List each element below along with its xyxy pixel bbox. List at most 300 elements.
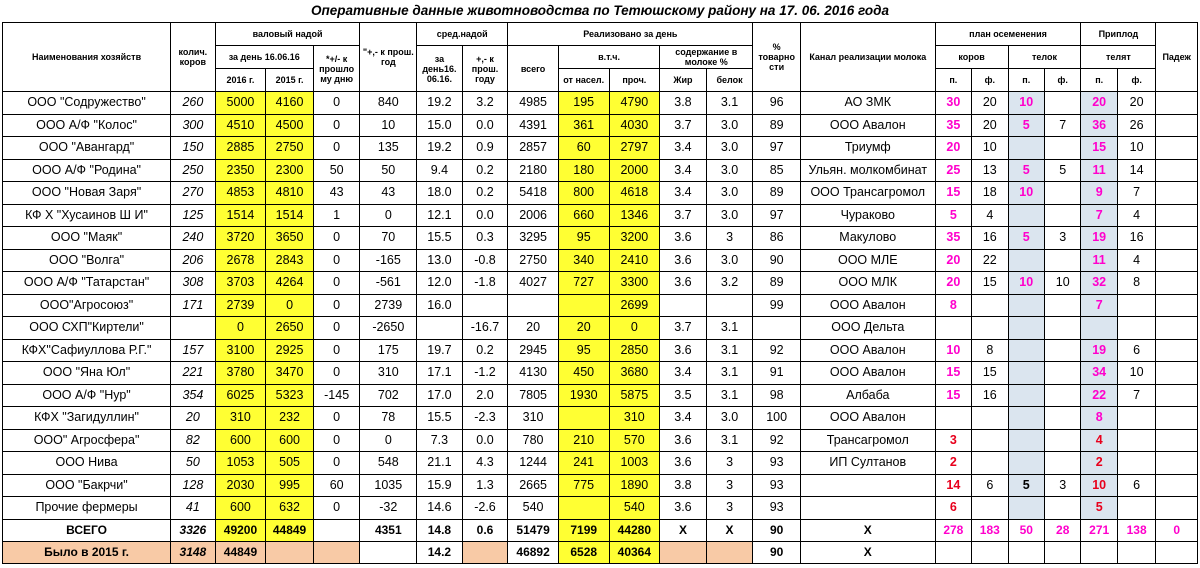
header-from-pop: от насел. bbox=[558, 69, 609, 92]
cell-cows: 171 bbox=[171, 294, 216, 317]
cell-pct: 89 bbox=[753, 272, 801, 295]
cell-pct: 97 bbox=[753, 137, 801, 160]
cell-y2015: 600 bbox=[266, 429, 314, 452]
cell-avg: 17.0 bbox=[417, 384, 463, 407]
cell-fat: 3.4 bbox=[660, 362, 707, 385]
cell-heifers-p bbox=[1008, 362, 1044, 385]
cell-name: ООО "Новая Заря" bbox=[3, 182, 171, 205]
cell-d-day: -145 bbox=[313, 384, 360, 407]
cell-avg: 12.1 bbox=[417, 204, 463, 227]
cell-d-year: 135 bbox=[360, 137, 417, 160]
cell-heifers-f bbox=[1044, 182, 1080, 205]
cell-calves-p: 10 bbox=[1081, 474, 1117, 497]
cell-sold: 1244 bbox=[508, 452, 559, 475]
cell-calves-f: 4 bbox=[1117, 204, 1155, 227]
cell-calves-p: 4 bbox=[1081, 429, 1117, 452]
total-row bbox=[3, 519, 1198, 541]
cell-cows-p: 15 bbox=[935, 384, 971, 407]
cell-d-day: 0 bbox=[313, 452, 360, 475]
cell-cows bbox=[171, 317, 216, 340]
total-y2016: 49200 bbox=[215, 519, 266, 541]
cell-avg-diff: 0.0 bbox=[462, 204, 508, 227]
cell-heifers-f bbox=[1044, 92, 1080, 115]
cell-other: 1890 bbox=[609, 474, 660, 497]
cell-y2016: 600 bbox=[215, 497, 266, 520]
cell-d-day: 0 bbox=[313, 92, 360, 115]
cell-calves-f: 16 bbox=[1117, 227, 1155, 250]
header-content: содержание в молоке % bbox=[660, 46, 753, 69]
cell-other: 2410 bbox=[609, 249, 660, 272]
header-sold: Реализовано за день bbox=[508, 23, 753, 46]
header-calves-p: п. bbox=[1081, 69, 1117, 92]
cell-calves-f: 8 bbox=[1117, 272, 1155, 295]
prev-pct: 90 bbox=[753, 541, 801, 563]
cell-d-day: 0 bbox=[313, 137, 360, 160]
cell-pct: 96 bbox=[753, 92, 801, 115]
cell-death bbox=[1156, 339, 1198, 362]
cell-fat: 3.6 bbox=[660, 227, 707, 250]
cell-d-year: 1035 bbox=[360, 474, 417, 497]
cell-cows-p: 15 bbox=[935, 362, 971, 385]
header-gross: валовый надой bbox=[215, 23, 360, 46]
cell-other: 570 bbox=[609, 429, 660, 452]
cell-death bbox=[1156, 249, 1198, 272]
cell-calves-p: 20 bbox=[1081, 92, 1117, 115]
cell-d-year: 50 bbox=[360, 159, 417, 182]
cell-y2016: 3703 bbox=[215, 272, 266, 295]
prev-cows-p bbox=[935, 541, 971, 563]
cell-heifers-f bbox=[1044, 204, 1080, 227]
cell-y2015: 2650 bbox=[266, 317, 314, 340]
cell-from-pop: 95 bbox=[558, 227, 609, 250]
cell-sold: 4027 bbox=[508, 272, 559, 295]
cell-cows: 300 bbox=[171, 114, 216, 137]
cell-cows: 240 bbox=[171, 227, 216, 250]
cell-channel: ИП Султанов bbox=[800, 452, 935, 475]
cell-pct: 93 bbox=[753, 497, 801, 520]
cell-y2016: 3780 bbox=[215, 362, 266, 385]
cell-heifers-f bbox=[1044, 384, 1080, 407]
cell-calves-p: 7 bbox=[1081, 204, 1117, 227]
prev-heifers-f bbox=[1044, 541, 1080, 563]
cell-name: КФ Х "Хусаинов Ш И" bbox=[3, 204, 171, 227]
cell-y2015: 2750 bbox=[266, 137, 314, 160]
cell-cows-p: 15 bbox=[935, 182, 971, 205]
cell-fat: 3.6 bbox=[660, 429, 707, 452]
cell-other: 2850 bbox=[609, 339, 660, 362]
cell-cows-f bbox=[972, 294, 1008, 317]
header-2016: 2016 г. bbox=[215, 69, 266, 92]
cell-heifers-p: 5 bbox=[1008, 114, 1044, 137]
cell-other: 3680 bbox=[609, 362, 660, 385]
cell-d-day: 0 bbox=[313, 407, 360, 430]
cell-protein: 3.2 bbox=[706, 272, 753, 295]
cell-calves-f: 10 bbox=[1117, 362, 1155, 385]
cell-death bbox=[1156, 227, 1198, 250]
cell-protein: 3.1 bbox=[706, 92, 753, 115]
cell-avg-diff: -1.8 bbox=[462, 272, 508, 295]
cell-d-day: 43 bbox=[313, 182, 360, 205]
cell-calves-f: 4 bbox=[1117, 249, 1155, 272]
cell-avg-diff: 0.2 bbox=[462, 182, 508, 205]
table-row bbox=[3, 294, 1198, 317]
cell-heifers-f bbox=[1044, 294, 1080, 317]
cell-y2016: 3100 bbox=[215, 339, 266, 362]
cell-channel: Триумф bbox=[800, 137, 935, 160]
prev-calves-p bbox=[1081, 541, 1117, 563]
cell-calves-p: 11 bbox=[1081, 249, 1117, 272]
livestock-table bbox=[2, 22, 1198, 564]
cell-avg: 12.0 bbox=[417, 272, 463, 295]
cell-fat: 3.4 bbox=[660, 407, 707, 430]
header-farm: Наименования хозяйств bbox=[3, 23, 171, 92]
cell-heifers-p bbox=[1008, 294, 1044, 317]
cell-cows-f: 20 bbox=[972, 114, 1008, 137]
cell-from-pop: 180 bbox=[558, 159, 609, 182]
cell-cows-f: 6 bbox=[972, 474, 1008, 497]
cell-from-pop: 340 bbox=[558, 249, 609, 272]
cell-d-year: -2650 bbox=[360, 317, 417, 340]
cell-y2016: 2678 bbox=[215, 249, 266, 272]
header-other: проч. bbox=[609, 69, 660, 92]
cell-d-day: 0 bbox=[313, 317, 360, 340]
cell-avg: 7.3 bbox=[417, 429, 463, 452]
cell-other: 4790 bbox=[609, 92, 660, 115]
total-pct: 90 bbox=[753, 519, 801, 541]
cell-avg-diff: 0.0 bbox=[462, 114, 508, 137]
cell-sold: 20 bbox=[508, 317, 559, 340]
cell-death bbox=[1156, 384, 1198, 407]
cell-cows-f: 20 bbox=[972, 92, 1008, 115]
cell-y2015: 505 bbox=[266, 452, 314, 475]
cell-name: ООО "Авангард" bbox=[3, 137, 171, 160]
table-row bbox=[3, 474, 1198, 497]
cell-d-day: 0 bbox=[313, 294, 360, 317]
header-incl: в.т.ч. bbox=[558, 46, 659, 69]
cell-cows-p: 25 bbox=[935, 159, 971, 182]
header-heifers-f: ф. bbox=[1044, 69, 1080, 92]
cell-avg-diff: -2.6 bbox=[462, 497, 508, 520]
cell-name: ООО "Бакрчи" bbox=[3, 474, 171, 497]
prev-y2015 bbox=[266, 541, 314, 563]
header-avg-per-day: за день16. 06.16. bbox=[417, 46, 463, 92]
cell-cows: 150 bbox=[171, 137, 216, 160]
cell-calves-p: 19 bbox=[1081, 339, 1117, 362]
cell-from-pop: 450 bbox=[558, 362, 609, 385]
cell-name: ООО "Волга" bbox=[3, 249, 171, 272]
cell-name: КФХ "Загидуллин" bbox=[3, 407, 171, 430]
cell-heifers-p: 5 bbox=[1008, 474, 1044, 497]
cell-cows-p bbox=[935, 317, 971, 340]
cell-avg: 9.4 bbox=[417, 159, 463, 182]
cell-other: 3300 bbox=[609, 272, 660, 295]
total-heifers-f: 28 bbox=[1044, 519, 1080, 541]
cell-d-day: 0 bbox=[313, 362, 360, 385]
prev-d-year bbox=[360, 541, 417, 563]
cell-protein: 3.0 bbox=[706, 159, 753, 182]
cell-from-pop bbox=[558, 294, 609, 317]
cell-calves-p: 11 bbox=[1081, 159, 1117, 182]
cell-heifers-p bbox=[1008, 317, 1044, 340]
table-row bbox=[3, 249, 1198, 272]
cell-fat: 3.6 bbox=[660, 272, 707, 295]
cell-d-year: 78 bbox=[360, 407, 417, 430]
cell-cows: 260 bbox=[171, 92, 216, 115]
cell-heifers-f bbox=[1044, 249, 1080, 272]
cell-heifers-p bbox=[1008, 407, 1044, 430]
cell-protein: 3.0 bbox=[706, 114, 753, 137]
cell-pct: 99 bbox=[753, 294, 801, 317]
cell-channel bbox=[800, 474, 935, 497]
cell-avg: 19.2 bbox=[417, 137, 463, 160]
cell-y2016: 0 bbox=[215, 317, 266, 340]
cell-channel: Трансагромол bbox=[800, 429, 935, 452]
cell-from-pop bbox=[558, 497, 609, 520]
cell-death bbox=[1156, 159, 1198, 182]
cell-death bbox=[1156, 272, 1198, 295]
cell-channel: ООО МЛК bbox=[800, 272, 935, 295]
cell-d-day: 0 bbox=[313, 339, 360, 362]
cell-name: ООО"Агросоюз" bbox=[3, 294, 171, 317]
cell-other: 3200 bbox=[609, 227, 660, 250]
cell-pct: 85 bbox=[753, 159, 801, 182]
table-row bbox=[3, 362, 1198, 385]
cell-heifers-p bbox=[1008, 249, 1044, 272]
cell-protein: 3 bbox=[706, 497, 753, 520]
cell-avg-diff: 0.0 bbox=[462, 429, 508, 452]
cell-heifers-f bbox=[1044, 317, 1080, 340]
cell-name: ООО А/Ф "Татарстан" bbox=[3, 272, 171, 295]
cell-avg: 19.7 bbox=[417, 339, 463, 362]
cell-fat: 3.7 bbox=[660, 317, 707, 340]
prev-death bbox=[1156, 541, 1198, 563]
cell-name: Прочие фермеры bbox=[3, 497, 171, 520]
cell-heifers-p bbox=[1008, 339, 1044, 362]
cell-pct: 89 bbox=[753, 182, 801, 205]
cell-death bbox=[1156, 317, 1198, 340]
prev-avg: 14.2 bbox=[417, 541, 463, 563]
cell-cows-p: 2 bbox=[935, 452, 971, 475]
cell-other: 2797 bbox=[609, 137, 660, 160]
cell-d-day: 0 bbox=[313, 114, 360, 137]
cell-cows: 354 bbox=[171, 384, 216, 407]
cell-calves-f bbox=[1117, 317, 1155, 340]
cell-channel: ООО Авалон bbox=[800, 339, 935, 362]
total-channel: Х bbox=[800, 519, 935, 541]
cell-death bbox=[1156, 114, 1198, 137]
cell-protein: 3 bbox=[706, 227, 753, 250]
cell-protein: 3.0 bbox=[706, 249, 753, 272]
cell-heifers-f bbox=[1044, 429, 1080, 452]
cell-y2016: 2739 bbox=[215, 294, 266, 317]
cell-calves-f: 7 bbox=[1117, 384, 1155, 407]
cell-cows-p: 35 bbox=[935, 114, 971, 137]
total-d-year: 4351 bbox=[360, 519, 417, 541]
cell-y2016: 600 bbox=[215, 429, 266, 452]
cell-heifers-p bbox=[1008, 452, 1044, 475]
cell-death bbox=[1156, 452, 1198, 475]
cell-y2015: 632 bbox=[266, 497, 314, 520]
header-marketability: % товарно сти bbox=[753, 23, 801, 92]
cell-avg-diff: 0.3 bbox=[462, 227, 508, 250]
cell-from-pop bbox=[558, 407, 609, 430]
cell-cows: 125 bbox=[171, 204, 216, 227]
cell-cows-p: 5 bbox=[935, 204, 971, 227]
cell-calves-p: 36 bbox=[1081, 114, 1117, 137]
cell-sold: 2006 bbox=[508, 204, 559, 227]
cell-d-year: 310 bbox=[360, 362, 417, 385]
cell-sold bbox=[508, 294, 559, 317]
cell-y2016: 4853 bbox=[215, 182, 266, 205]
cell-name: ООО" Агросфера" bbox=[3, 429, 171, 452]
cell-channel: ООО Трансагромол bbox=[800, 182, 935, 205]
cell-death bbox=[1156, 362, 1198, 385]
cell-from-pop: 95 bbox=[558, 339, 609, 362]
cell-d-year: 0 bbox=[360, 204, 417, 227]
cell-cows-f: 15 bbox=[972, 272, 1008, 295]
cell-heifers-f bbox=[1044, 497, 1080, 520]
cell-channel: Ульян. молкомбинат bbox=[800, 159, 935, 182]
header-heifers-p: п. bbox=[1008, 69, 1044, 92]
cell-calves-f bbox=[1117, 429, 1155, 452]
cell-calves-p bbox=[1081, 317, 1117, 340]
cell-cows-p: 10 bbox=[935, 339, 971, 362]
header-offspring: Приплод bbox=[1081, 23, 1156, 46]
cell-other: 540 bbox=[609, 497, 660, 520]
cell-fat: 3.5 bbox=[660, 384, 707, 407]
cell-d-year: 2739 bbox=[360, 294, 417, 317]
table-row bbox=[3, 384, 1198, 407]
cell-cows-f bbox=[972, 317, 1008, 340]
cell-sold: 4130 bbox=[508, 362, 559, 385]
cell-calves-p: 5 bbox=[1081, 497, 1117, 520]
cell-heifers-p bbox=[1008, 137, 1044, 160]
cell-cows-f bbox=[972, 429, 1008, 452]
cell-cows-p: 30 bbox=[935, 92, 971, 115]
cell-other: 2699 bbox=[609, 294, 660, 317]
cell-d-year: -165 bbox=[360, 249, 417, 272]
cell-y2015: 2925 bbox=[266, 339, 314, 362]
cell-cows: 308 bbox=[171, 272, 216, 295]
cell-fat: 3.6 bbox=[660, 452, 707, 475]
cell-name: ООО Нива bbox=[3, 452, 171, 475]
total-calves-f: 138 bbox=[1117, 519, 1155, 541]
table-row bbox=[3, 204, 1198, 227]
total-y2015: 44849 bbox=[266, 519, 314, 541]
cell-heifers-f: 7 bbox=[1044, 114, 1080, 137]
cell-sold: 4985 bbox=[508, 92, 559, 115]
prev-sold: 46892 bbox=[508, 541, 559, 563]
cell-y2015: 2300 bbox=[266, 159, 314, 182]
cell-calves-f bbox=[1117, 497, 1155, 520]
cell-death bbox=[1156, 92, 1198, 115]
cell-avg-diff: 0.2 bbox=[462, 339, 508, 362]
cell-avg: 15.5 bbox=[417, 227, 463, 250]
cell-from-pop: 660 bbox=[558, 204, 609, 227]
cell-avg-diff: -1.2 bbox=[462, 362, 508, 385]
total-from-pop: 7199 bbox=[558, 519, 609, 541]
cell-avg: 15.5 bbox=[417, 407, 463, 430]
cell-y2015: 0 bbox=[266, 294, 314, 317]
prev-y2016: 44849 bbox=[215, 541, 266, 563]
cell-avg-diff: 3.2 bbox=[462, 92, 508, 115]
cell-d-year: 840 bbox=[360, 92, 417, 115]
cell-avg: 15.9 bbox=[417, 474, 463, 497]
cell-pct: 91 bbox=[753, 362, 801, 385]
cell-from-pop: 1930 bbox=[558, 384, 609, 407]
cell-y2015: 4810 bbox=[266, 182, 314, 205]
cell-y2015: 1514 bbox=[266, 204, 314, 227]
total-calves-p: 271 bbox=[1081, 519, 1117, 541]
cell-pct: 100 bbox=[753, 407, 801, 430]
cell-cows-f: 8 bbox=[972, 339, 1008, 362]
header-death: Падеж bbox=[1156, 23, 1198, 92]
total-heifers-p: 50 bbox=[1008, 519, 1044, 541]
cell-calves-p: 7 bbox=[1081, 294, 1117, 317]
cell-d-year: 10 bbox=[360, 114, 417, 137]
header-avg-yield: сред.надой bbox=[417, 23, 508, 46]
cell-heifers-f: 10 bbox=[1044, 272, 1080, 295]
cell-cows-p bbox=[935, 407, 971, 430]
prev-protein bbox=[706, 541, 753, 563]
cell-calves-p: 19 bbox=[1081, 227, 1117, 250]
cell-cows-p: 14 bbox=[935, 474, 971, 497]
cell-calves-p: 34 bbox=[1081, 362, 1117, 385]
cell-avg: 19.2 bbox=[417, 92, 463, 115]
cell-calves-f bbox=[1117, 452, 1155, 475]
cell-fat bbox=[660, 294, 707, 317]
cell-sold: 3295 bbox=[508, 227, 559, 250]
cell-fat: 3.6 bbox=[660, 339, 707, 362]
cell-d-day: 0 bbox=[313, 249, 360, 272]
cell-cows: 20 bbox=[171, 407, 216, 430]
cell-avg-diff: 2.0 bbox=[462, 384, 508, 407]
cell-avg: 13.0 bbox=[417, 249, 463, 272]
cell-cows-p: 3 bbox=[935, 429, 971, 452]
cell-heifers-p bbox=[1008, 429, 1044, 452]
cell-other: 1003 bbox=[609, 452, 660, 475]
table-row bbox=[3, 137, 1198, 160]
cell-protein bbox=[706, 294, 753, 317]
cell-cows-f bbox=[972, 407, 1008, 430]
cell-other: 2000 bbox=[609, 159, 660, 182]
cell-avg bbox=[417, 317, 463, 340]
cell-cows-f: 22 bbox=[972, 249, 1008, 272]
header-cows-f: ф. bbox=[972, 69, 1008, 92]
cell-calves-f: 26 bbox=[1117, 114, 1155, 137]
cell-channel: Албаба bbox=[800, 384, 935, 407]
cell-fat: 3.4 bbox=[660, 137, 707, 160]
cell-heifers-p bbox=[1008, 497, 1044, 520]
cell-cows: 128 bbox=[171, 474, 216, 497]
cell-calves-f: 14 bbox=[1117, 159, 1155, 182]
header-sold-total: всего bbox=[508, 46, 559, 92]
cell-heifers-f bbox=[1044, 407, 1080, 430]
cell-calves-f: 6 bbox=[1117, 474, 1155, 497]
cell-pct: 86 bbox=[753, 227, 801, 250]
cell-calves-f: 7 bbox=[1117, 182, 1155, 205]
cell-protein: 3.1 bbox=[706, 362, 753, 385]
cell-sold: 5418 bbox=[508, 182, 559, 205]
cell-avg: 21.1 bbox=[417, 452, 463, 475]
cell-protein: 3.1 bbox=[706, 384, 753, 407]
header-cows: колич. коров bbox=[171, 23, 216, 92]
cell-fat: 3.7 bbox=[660, 114, 707, 137]
cell-death bbox=[1156, 429, 1198, 452]
total-protein: Х bbox=[706, 519, 753, 541]
cell-channel: ООО Авалон bbox=[800, 114, 935, 137]
cell-heifers-f bbox=[1044, 452, 1080, 475]
